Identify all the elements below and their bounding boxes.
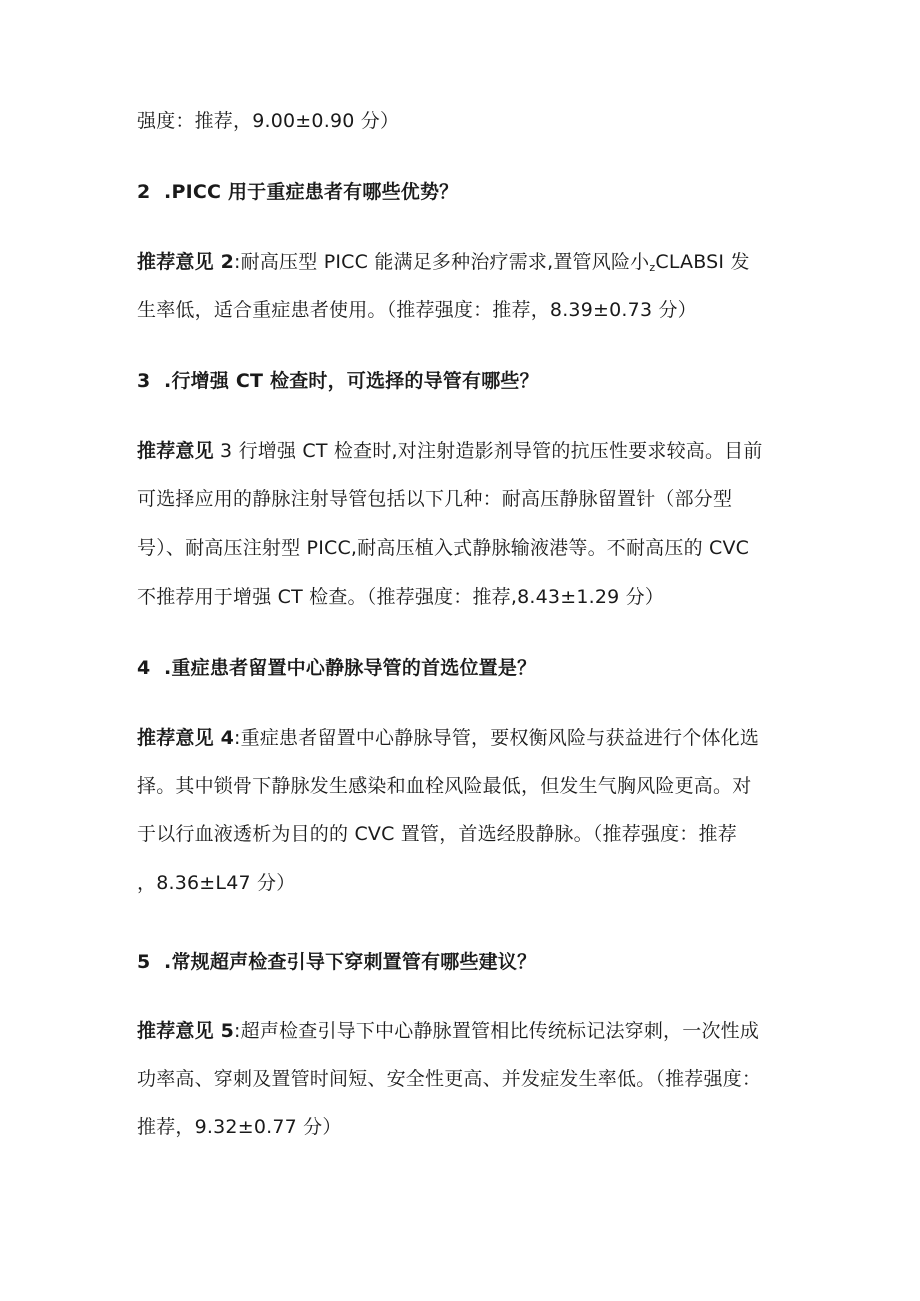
question-4-heading: 4 .重症患者留置中心静脉导管的首选位置是？: [137, 657, 537, 679]
recommendation-2-text-1-tail: CLABSI 发: [655, 251, 750, 273]
recommendation-3-text-1: 3 行增强 CT 检查时,对注射造影剂导管的抗压性要求较高。目前: [213, 440, 763, 462]
recommendation-3-label: 推荐意见: [137, 440, 214, 462]
recommendation-3-line-4: 不推荐用于增强 CT 检查。（推荐强度：推荐,8.43±1.29 分）: [137, 586, 665, 608]
recommendation-3-line-1: [137, 438, 763, 464]
recommendation-4-text-1: :重症患者留置中心静脉导管，要权衡风险与获益进行个体化选: [234, 727, 760, 749]
question-3-heading: 3 .行增强 CT 检查时，可选择的导管有哪些？: [137, 370, 539, 392]
recommendation-2-line-2: 生率低，适合重症患者使用。（推荐强度：推荐，8.39±0.73 分）: [137, 299, 697, 321]
recommendation-5-label: 推荐意见 5: [137, 1020, 235, 1042]
recommendation-5-text-1: :超声检查引导下中心静脉置管相比传统标记法穿刺，一次性成: [234, 1020, 760, 1042]
recommendation-2-text-1: :耐高压型 PICC 能满足多种治疗需求,置管风险小: [234, 251, 650, 273]
recommendation-3-line-2: 可选择应用的静脉注射导管包括以下几种：耐高压静脉留置针（部分型: [137, 488, 733, 510]
intro-text-line: [137, 108, 399, 134]
recommendation-5-line-1: [137, 1018, 759, 1044]
recommendation-4-label: 推荐意见 4: [137, 727, 235, 749]
recommendation-4-line-2: 择。其中锁骨下静脉发生感染和血栓风险最低，但发生气胸风险更高。对: [137, 775, 752, 797]
question-5-heading: 5 .常规超声检查引导下穿刺置管有哪些建议？: [137, 951, 537, 973]
recommendation-5-line-2: 功率高、穿刺及置管时间短、安全性更高、并发症发生率低。（推荐强度：: [137, 1068, 762, 1090]
recommendation-2-label: 推荐意见 2: [137, 251, 235, 273]
intro-line-1: 强度：推荐，9.00±0.90 分）: [137, 110, 400, 132]
recommendation-2-line-1: [137, 249, 750, 281]
recommendation-4-line-1: [137, 725, 759, 751]
question-2-heading: 2 .PICC 用于重症患者有哪些优势？: [137, 181, 459, 203]
recommendation-3-line-3: 号）、耐高压注射型 PICC,耐高压植入式静脉输液港等。不耐高压的 CVC: [137, 537, 750, 559]
recommendation-4-line-4: ，8.36±L47 分）: [137, 872, 296, 894]
recommendation-4-line-3: 于以行血液透析为目的的 CVC 置管，首选经股静脉。（推荐强度：推荐: [137, 823, 737, 845]
recommendation-5-line-3: 推荐，9.32±0.77 分）: [137, 1116, 342, 1138]
recommendation-2-subscript: z: [649, 261, 656, 274]
